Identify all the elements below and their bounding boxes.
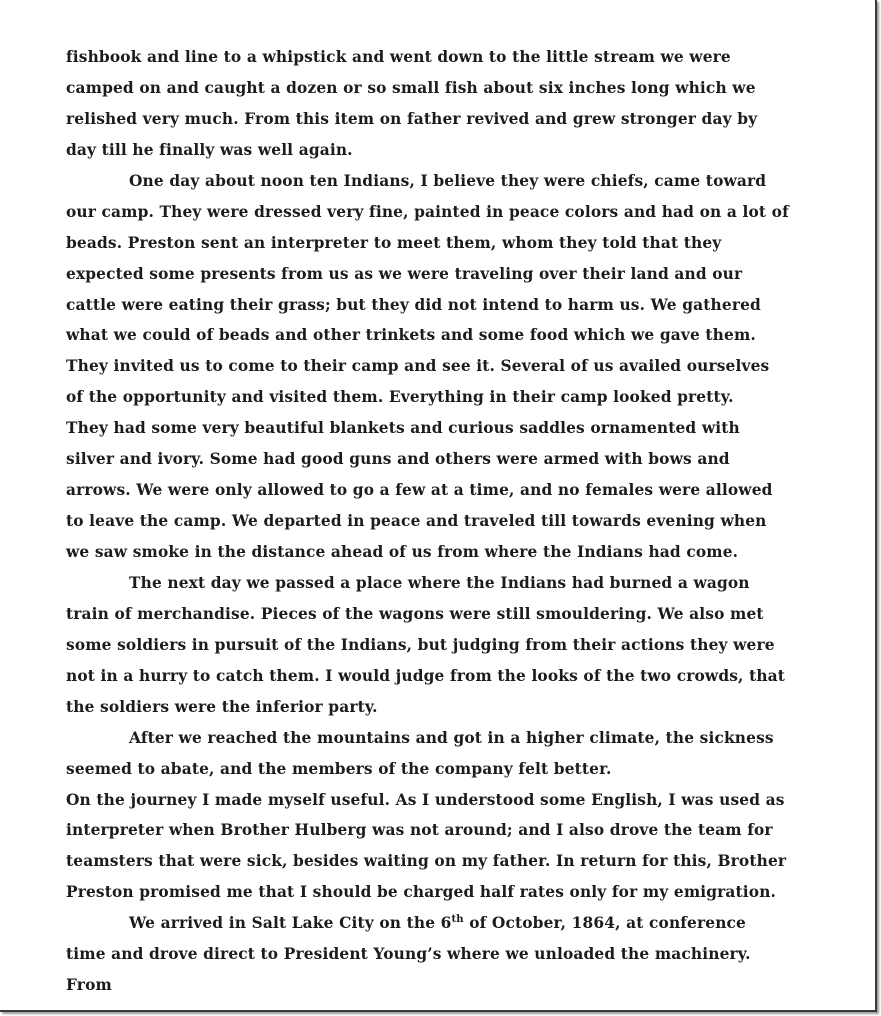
- text-line: arrows. We were only allowed to go a few at a time, and no females were allowed: [66, 481, 773, 500]
- text-line: One day about noon ten Indians, I believe they were chiefs, came toward: [129, 171, 767, 190]
- text-line: to leave the camp. We departed in peace and traveled till towards evening when: [66, 512, 767, 531]
- text-line: train of merchandise. Pieces of the wagons were still smouldering. We also met: [66, 604, 764, 623]
- text-line: silver and ivory. Some had good guns and others were armed with bows and: [66, 450, 730, 469]
- text-line: expected some presents from us as we were traveling over their land and our: [66, 264, 743, 283]
- document-text: [66, 42, 846, 1001]
- text-line: not in a hurry to catch them. I would judge from the looks of the two crowds, that: [66, 666, 786, 685]
- text-line-sup: [66, 908, 846, 939]
- text-line: interpreter when Brother Hulberg was not around; and I also drove the team for: [66, 821, 773, 840]
- text-line: some soldiers in pursuit of the Indians, but judging from their actions they were: [66, 635, 775, 654]
- text-line: camped on and caught a dozen or so small fish about six inches long which we: [66, 78, 756, 97]
- text-line: fishbook and line to a whipstick and went down to the little stream we were: [66, 48, 731, 66]
- text-line: On the journey I made myself useful. As I understood some English, I was used as: [66, 790, 785, 809]
- text-line: teamsters that were sick, besides waiting on my father. In return for this, Brother: [66, 852, 787, 871]
- text-line: our camp. They were dressed very fine, painted in peace colors and had on a lot of: [66, 202, 789, 221]
- text-line: From: [66, 976, 112, 995]
- text-line: day till he finally was well again.: [66, 140, 353, 159]
- text-line: what we could of beads and other trinkets and some food which we gave them.: [66, 326, 756, 345]
- text-line: They had some very beautiful blankets and curious saddles ornamented with: [66, 419, 740, 438]
- text-line: relished very much. From this item on father revived and grew stronger day by: [66, 109, 758, 128]
- superscript-ordinal: th: [451, 914, 464, 926]
- text-line: seemed to abate, and the members of the company felt better.: [66, 759, 612, 778]
- text-line: cattle were eating their grass; but they did not intend to harm us. We gathered: [66, 295, 761, 314]
- text-line: the soldiers were the inferior party.: [66, 697, 378, 716]
- text-line: After we reached the mountains and got in a higher climate, the sickness: [129, 728, 774, 747]
- text-line: of the opportunity and visited them. Everything in their camp looked pretty.: [66, 388, 734, 407]
- text-line: beads. Preston sent an interpreter to meet them, whom they told that they: [66, 233, 722, 252]
- text-line: They invited us to come to their camp and see it. Several of us availed ourselves: [66, 357, 770, 376]
- text-line: Preston promised me that I should be charged half rates only for my emigration.: [66, 883, 777, 902]
- text-line: The next day we passed a place where the Indians had burned a wagon: [129, 573, 750, 592]
- text-line: we saw smoke in the distance ahead of us from where the Indians had come.: [66, 543, 739, 561]
- text-before-sup: We arrived in Salt Lake City on the 6: [129, 914, 452, 933]
- text-line: time and drove direct to President Young’s where we unloaded the machinery.: [66, 945, 751, 964]
- text-after-sup: of October, 1864, at conference: [463, 914, 746, 933]
